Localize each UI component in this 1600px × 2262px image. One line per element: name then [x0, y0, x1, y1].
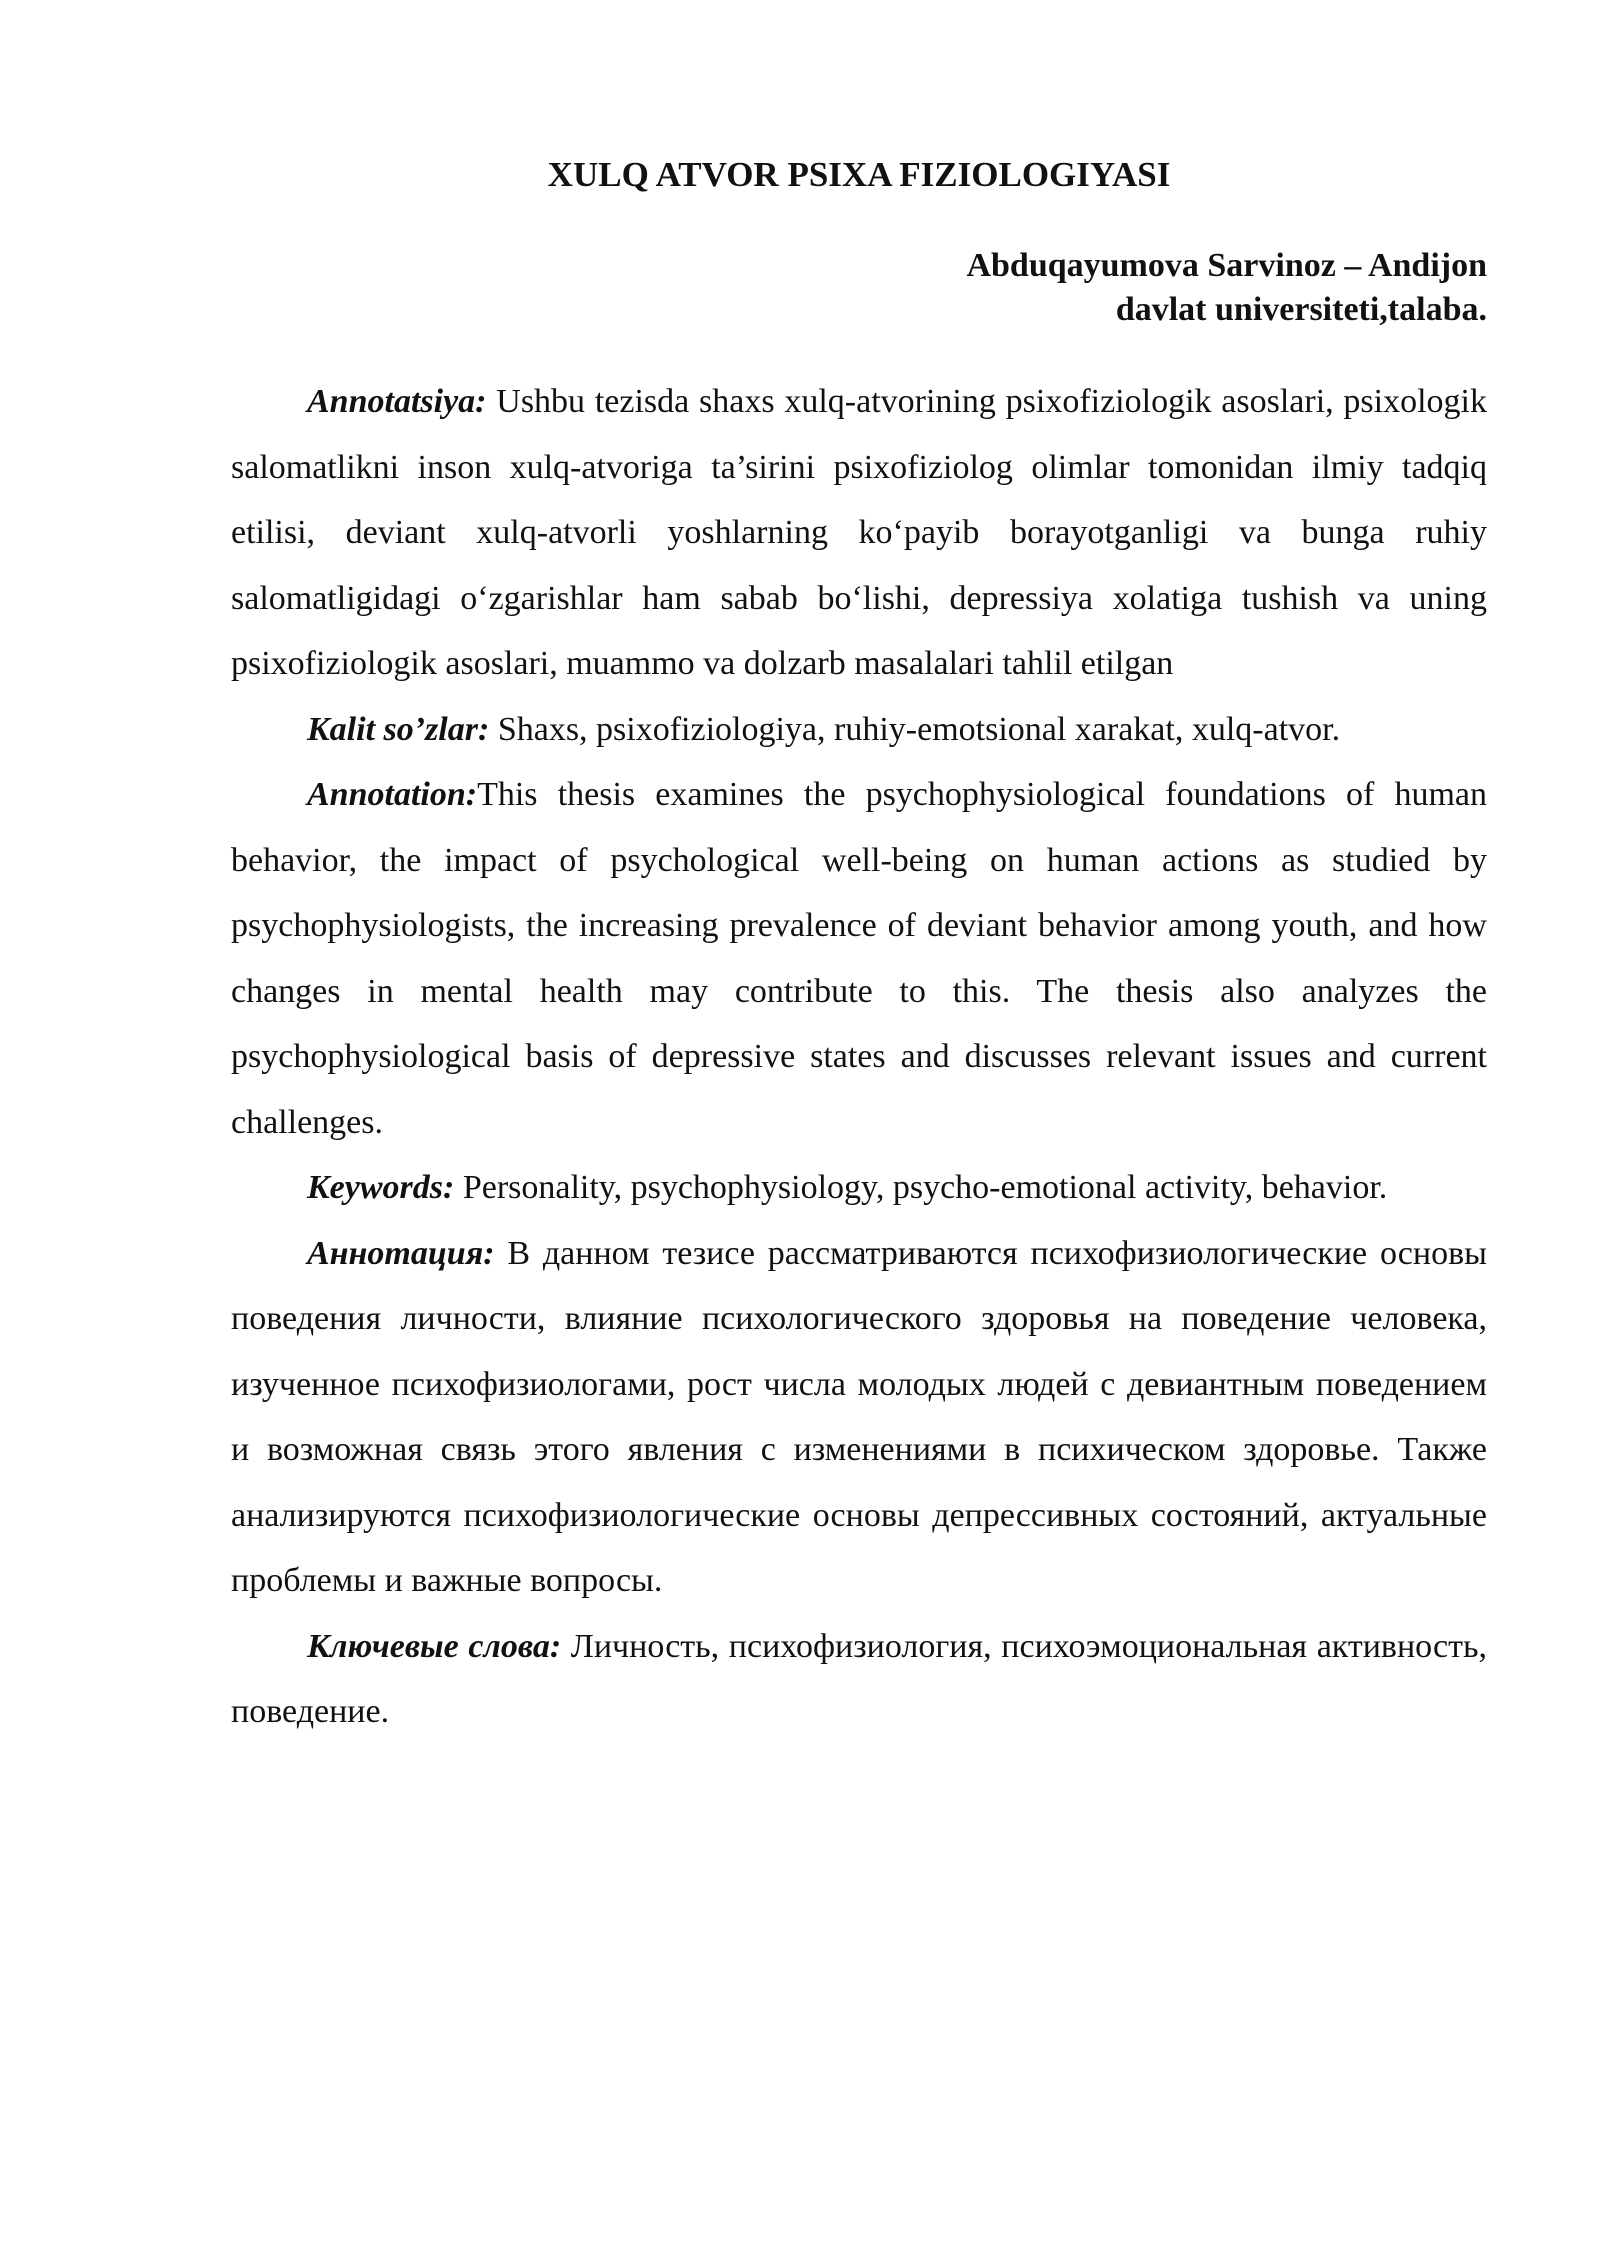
- annotation-uz-label: Annotatsiya:: [307, 383, 487, 420]
- author-block: [231, 244, 1487, 332]
- keywords-uz-text: Shaxs, psixofiziologiya, ruhiy-emotsional xarakat, xulq-atvor.: [489, 710, 1341, 748]
- annotation-uz-text: Ushbu tezisda shaxs xulq-atvorining psixofiziologik asoslari, psixologik salomatlikni inson xulq-atvoriga ta’sirini psixofiziolog olimlar tomonidan ilmiy tadqiq etilisi, deviant xulq-atvorli yoshlarning ko‘payib borayotganligi va bunga ruhiy salomatligidagi o‘zgarishlar ham sabab bo‘lishi, depressiya xolatiga tushish va uning psixofiziologik asoslari, muammo va dolzarb masalalari tahlil etilgan: [231, 383, 1487, 682]
- keywords-en-text: Personality, psychophysiology, psycho-emotional activity, behavior.: [454, 1169, 1388, 1206]
- author-affiliation-line: davlat universiteti,talaba.: [1115, 291, 1487, 328]
- keywords-uz-paragraph: [231, 697, 1487, 763]
- keywords-ru-paragraph: [231, 1614, 1487, 1745]
- annotation-en-paragraph: [231, 762, 1487, 1155]
- annotation-ru-paragraph: [231, 1221, 1487, 1614]
- keywords-en-label: Keywords:: [307, 1169, 455, 1206]
- annotation-ru-text: В данном тезисе рассматриваются психофизиологические основы поведения личности, влияние психологического здоровья на поведение человека, изученное психофизиологами, рост числа молодых людей с девиантным поведением и возможная связь этого явления с изменениями в психическом здоровье. Также анализируются психофизиологические основы депрессивных состояний, актуальные проблемы и важные вопросы.: [231, 1234, 1487, 1599]
- keywords-uz-label: Kalit so’zlar:: [307, 710, 490, 748]
- keywords-ru-text: Личность, психофизиология, психоэмоциональная активность, поведение.: [231, 1627, 1487, 1730]
- author-name-line: Abduqayumova Sarvinoz – Andijon: [966, 247, 1487, 284]
- paper-title: XULQ ATVOR PSIXA FIZIOLOGIYASI: [547, 155, 1171, 194]
- annotation-en-text: This thesis examines the psychophysiological foundations of human behavior, the impact of psychological well-being on human actions as studied by psychophysiologists, the increasing prevalence of deviant behavior among youth, and how changes in mental health may contribute to this. The thesis also analyzes the psychophysiological basis of depressive states and discusses relevant issues and current challenges.: [231, 776, 1487, 1141]
- annotation-en-label: Annotation:: [307, 776, 478, 813]
- keywords-en-paragraph: [231, 1155, 1487, 1221]
- keywords-ru-label: Ключевые слова:: [307, 1627, 562, 1665]
- annotation-ru-label: Аннотация:: [307, 1234, 495, 1272]
- annotation-uz-paragraph: [231, 369, 1487, 697]
